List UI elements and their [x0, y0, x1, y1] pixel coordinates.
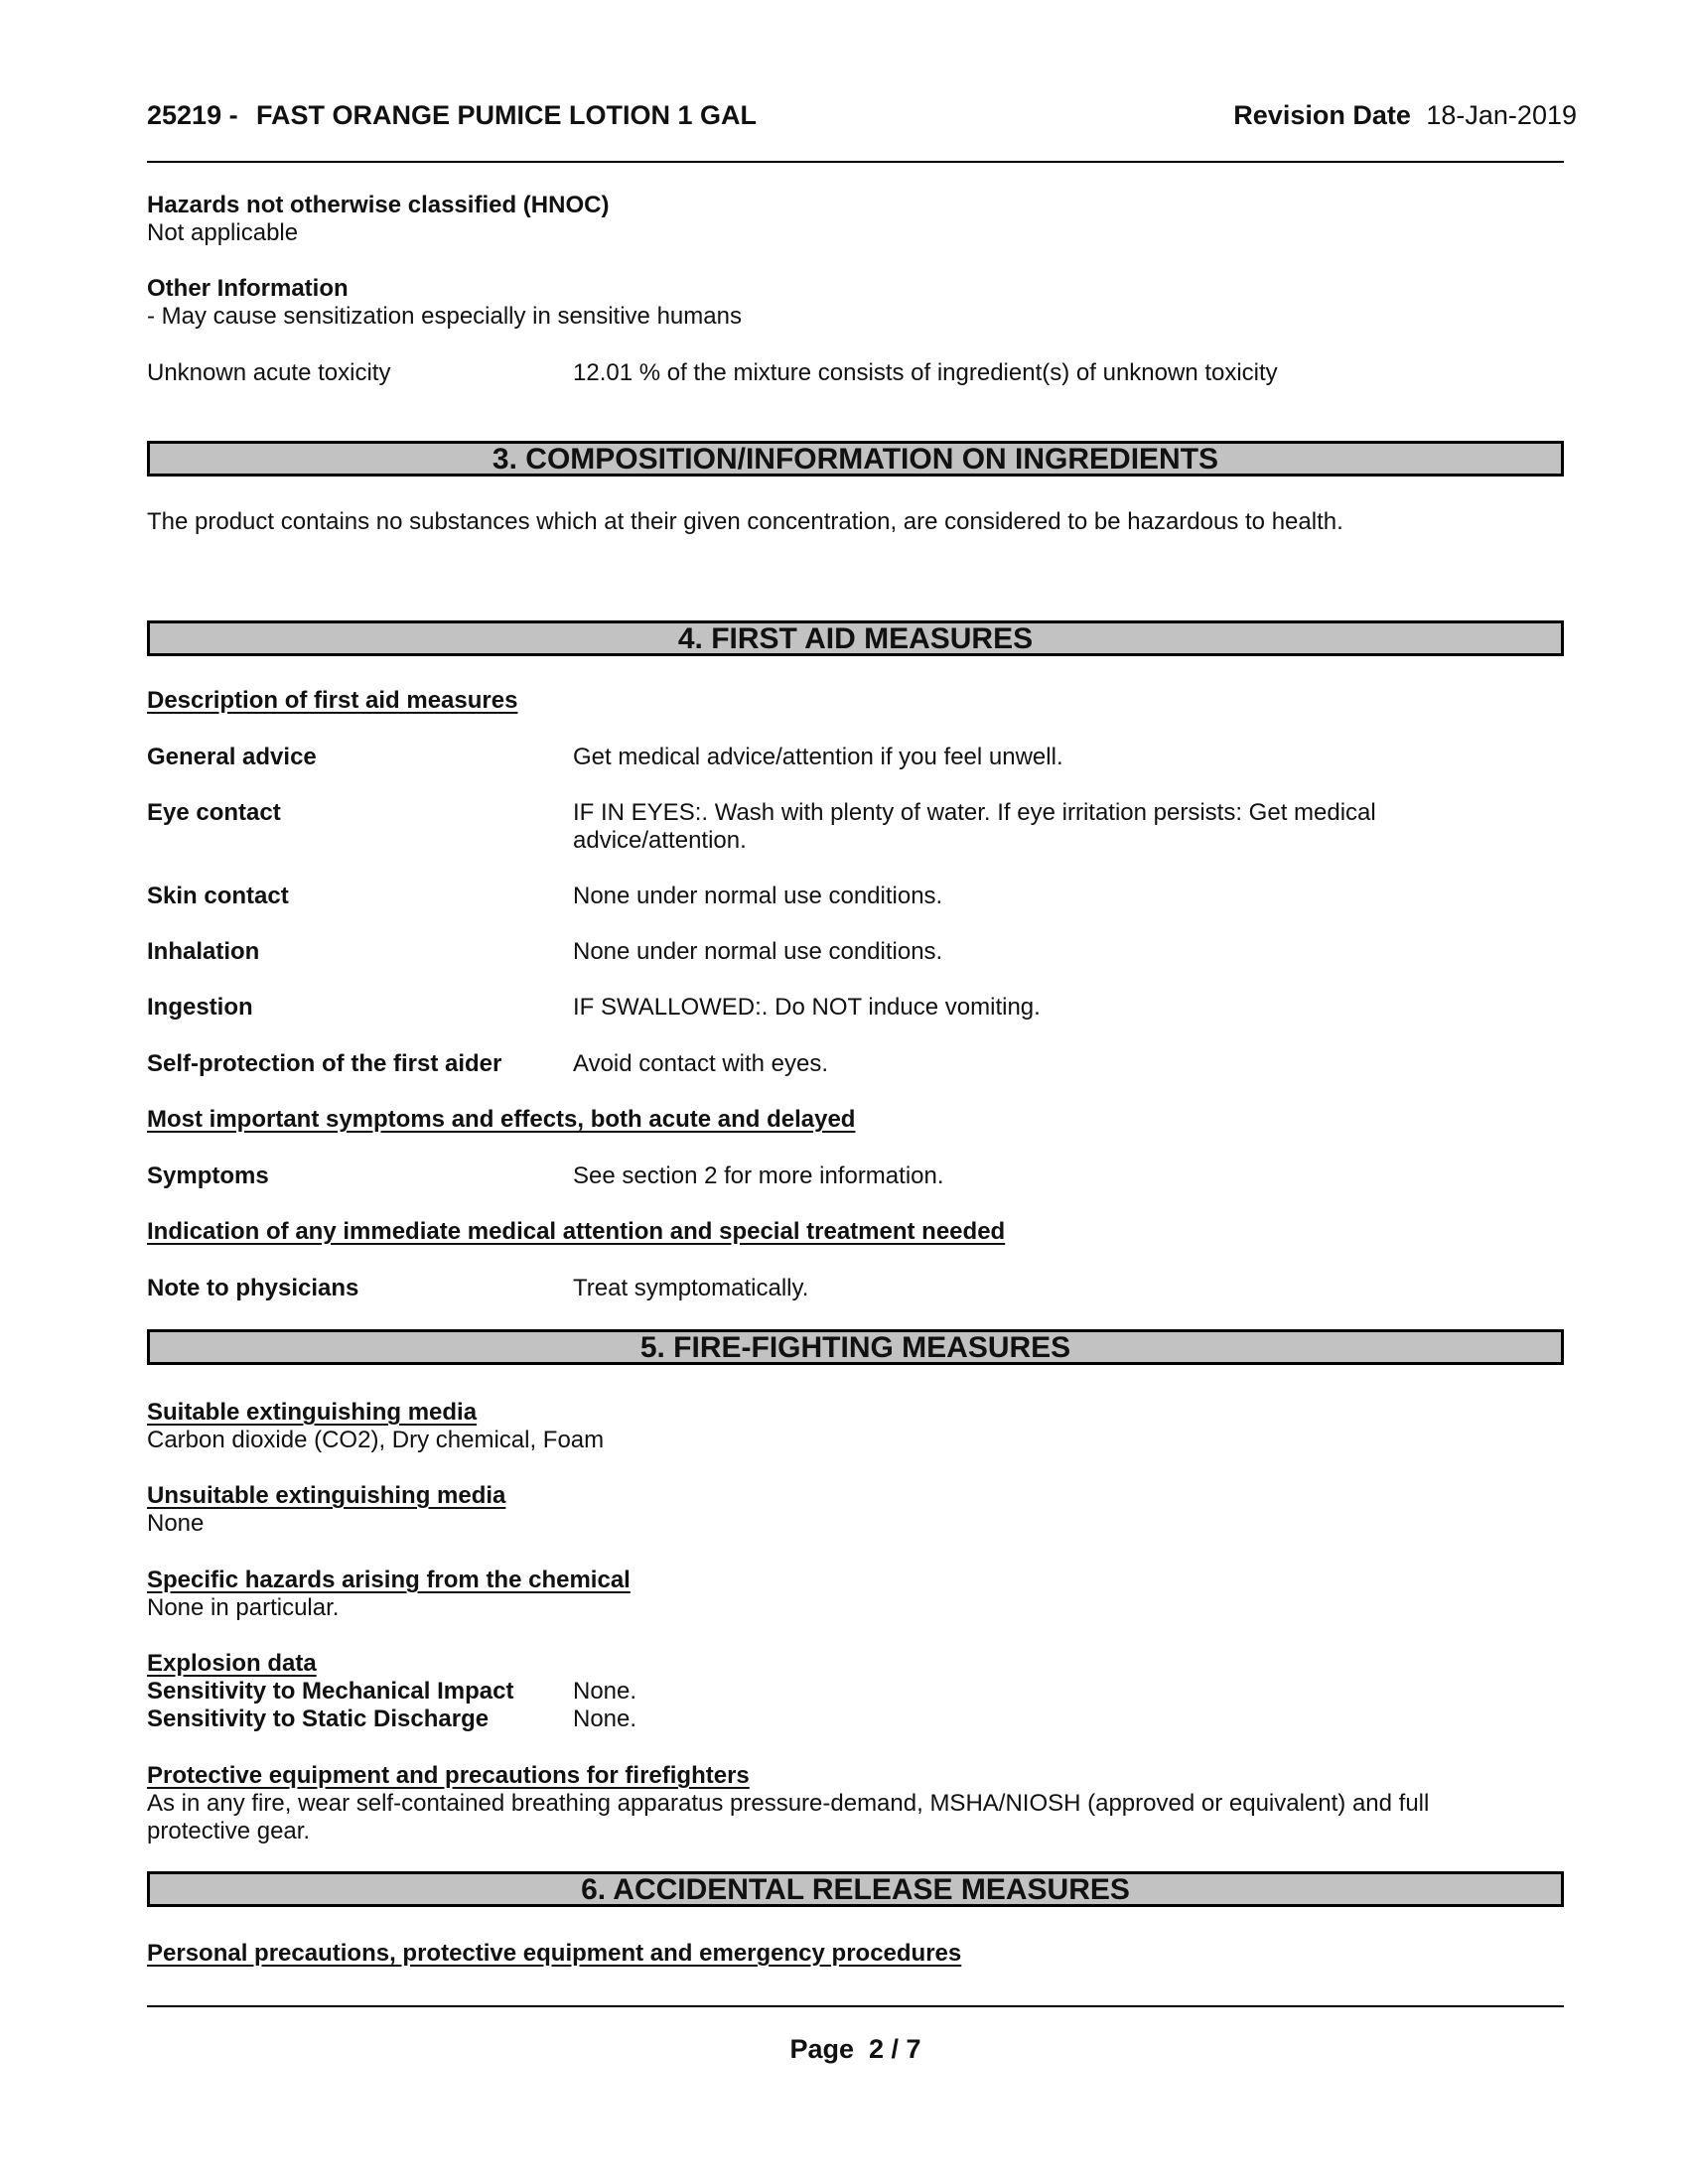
personal-precautions-heading: Personal precautions, protective equipment and emergency procedures	[147, 1940, 962, 1967]
other-info-value: - May cause sensitization especially in sensitive humans	[147, 303, 742, 330]
self-protection-value: Avoid contact with eyes.	[573, 1050, 829, 1077]
note-to-physicians-value: Treat symptomatically.	[573, 1275, 809, 1301]
symptoms-effects-heading: Most important symptoms and effects, both acute and delayed	[147, 1106, 856, 1133]
self-protection-label: Self-protection of the first aider	[147, 1050, 502, 1077]
general-advice-label: General advice	[147, 744, 317, 770]
ingestion-label: Ingestion	[147, 994, 253, 1021]
medical-attention-heading: Indication of any immediate medical attention and special treatment needed	[147, 1218, 1006, 1245]
specific-hazards-heading: Specific hazards arising from the chemical	[147, 1567, 631, 1593]
page-number: Page 2 / 7	[789, 2034, 921, 2064]
static-discharge-label: Sensitivity to Static Discharge	[147, 1706, 490, 1732]
section-4-header: 4. FIRST AID MEASURES	[147, 620, 1564, 656]
hnoc-title: Hazards not otherwise classified (HNOC)	[147, 192, 610, 218]
product-name: FAST ORANGE PUMICE LOTION 1 GAL	[256, 100, 758, 130]
eye-contact-value-line2: advice/attention.	[573, 827, 747, 854]
mechanical-impact-value: None.	[573, 1678, 637, 1705]
static-discharge-value: None.	[573, 1706, 637, 1732]
protective-equipment-value-line2: protective gear.	[147, 1818, 311, 1844]
unknown-toxicity-value: 12.01 % of the mixture consists of ingredient(s) of unknown toxicity	[573, 359, 1278, 386]
inhalation-label: Inhalation	[147, 938, 260, 965]
suitable-media-heading: Suitable extinguishing media	[147, 1399, 478, 1426]
unsuitable-media-heading: Unsuitable extinguishing media	[147, 1482, 506, 1509]
header-rule	[147, 161, 1564, 163]
other-info-title: Other Information	[147, 275, 349, 302]
footer-rule	[147, 2005, 1564, 2007]
first-aid-description-heading: Description of first aid measures	[147, 687, 518, 714]
revision-label: Revision Date	[1233, 100, 1411, 130]
unknown-toxicity-label: Unknown acute toxicity	[147, 359, 391, 386]
protective-equipment-heading: Protective equipment and precautions for firefighters	[147, 1762, 750, 1789]
section-5-header: 5. FIRE-FIGHTING MEASURES	[147, 1329, 1564, 1365]
section-6-header: 6. ACCIDENTAL RELEASE MEASURES	[147, 1871, 1564, 1907]
section-3-header: 3. COMPOSITION/INFORMATION ON INGREDIENTS	[147, 441, 1564, 477]
section-3-text: The product contains no substances which at their given concentration, are considered to be hazardous to health.	[147, 508, 1343, 535]
symptoms-label: Symptoms	[147, 1162, 269, 1189]
product-id: 25219 -	[147, 100, 238, 130]
note-to-physicians-label: Note to physicians	[147, 1275, 359, 1301]
eye-contact-label: Eye contact	[147, 799, 281, 826]
ingestion-value: IF SWALLOWED:. Do NOT induce vomiting.	[573, 994, 1041, 1021]
mechanical-impact-label: Sensitivity to Mechanical Impact	[147, 1678, 514, 1705]
unsuitable-media-value: None	[147, 1510, 205, 1537]
symptoms-value: See section 2 for more information.	[573, 1162, 944, 1189]
eye-contact-value-line1: IF IN EYES:. Wash with plenty of water. If eye irritation persists: Get medical	[573, 799, 1376, 826]
skin-contact-value: None under normal use conditions.	[573, 883, 943, 909]
skin-contact-label: Skin contact	[147, 883, 289, 909]
suitable-media-value: Carbon dioxide (CO2), Dry chemical, Foam	[147, 1427, 605, 1453]
hnoc-value: Not applicable	[147, 219, 299, 246]
inhalation-value: None under normal use conditions.	[573, 938, 943, 965]
revision-date: 18-Jan-2019	[1426, 100, 1577, 130]
explosion-data-heading: Explosion data	[147, 1650, 317, 1677]
specific-hazards-value: None in particular.	[147, 1594, 340, 1621]
protective-equipment-value-line1: As in any fire, wear self-contained breathing apparatus pressure-demand, MSHA/NIOSH (approved or equivalent) and full	[147, 1790, 1430, 1817]
revision-block	[1233, 99, 1577, 131]
general-advice-value: Get medical advice/attention if you feel unwell.	[573, 744, 1063, 770]
